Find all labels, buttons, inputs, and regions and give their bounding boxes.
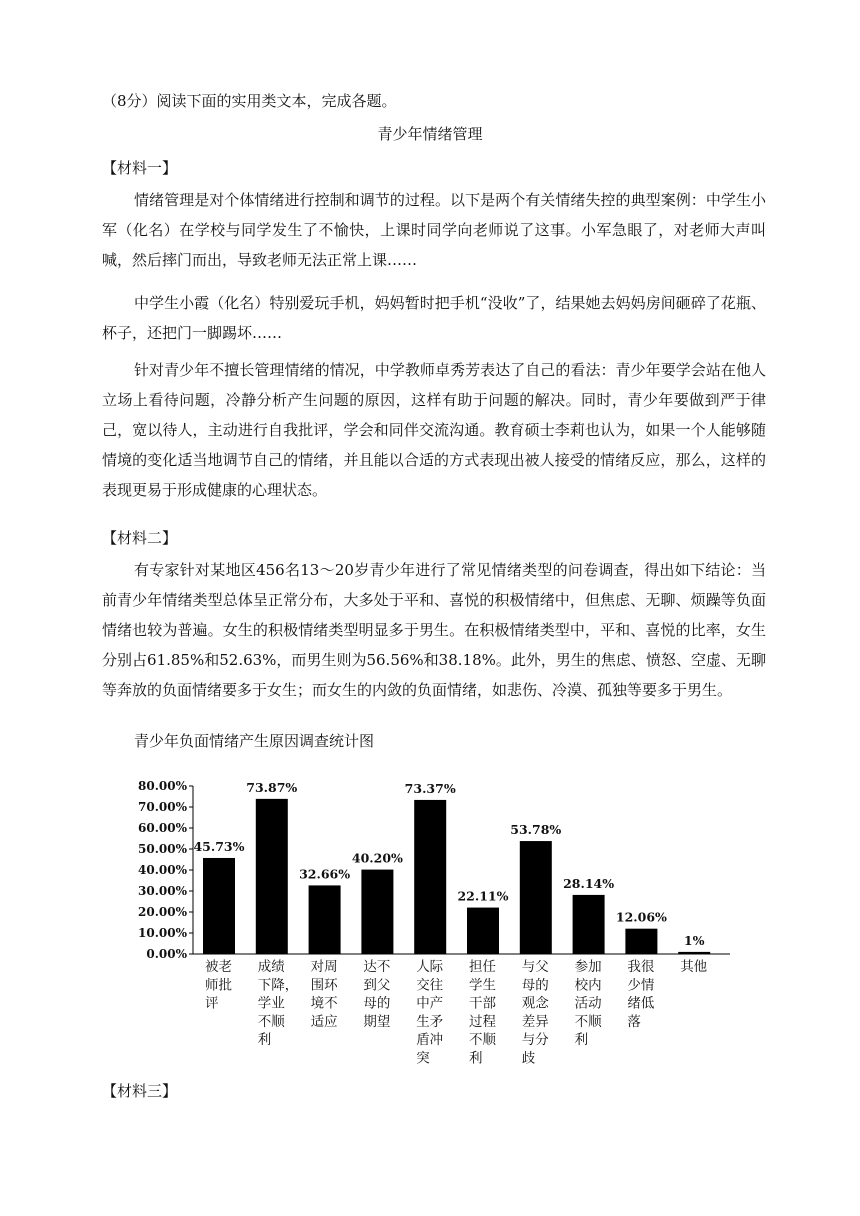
material-one-paragraph-2: 中学生小霞（化名）特别爱玩手机，妈妈暂时把手机“没收”了，结果她去妈妈房间砸碎了花瓶、杯子，还把门一脚踢坏…… — [102, 294, 766, 342]
category-label: 被老 — [205, 959, 232, 975]
material-one-paragraph-1: 情绪管理是对个体情绪进行控制和调节的过程。以下是两个有关情绪失控的典型案例：中学生小军（化名）在学校与同学发生了不愉快，上课时同学向老师说了这事。小军急眼了，对老师大声叫喊，然后摔门而出，导致老师无法正常上课…… — [102, 191, 766, 269]
category-label: 参加 — [574, 959, 602, 975]
category-label: 活动 — [574, 995, 602, 1012]
bar — [203, 858, 235, 954]
question-intro: （8分）阅读下面的实用类文本，完成各题。 — [102, 92, 397, 110]
category-label: 少情 — [627, 977, 655, 994]
data-label: 1% — [683, 932, 705, 948]
data-label: 53.78% — [510, 822, 562, 838]
category-label: 学业 — [257, 995, 285, 1012]
category-label: 人际 — [416, 959, 444, 975]
category-label: 境不 — [310, 995, 338, 1012]
data-label: 28.14% — [563, 875, 615, 891]
category-label: 围环 — [310, 977, 338, 994]
chart-title: 青少年负面情绪产生原因调查统计图 — [134, 732, 375, 750]
document-title: 青少年情绪管理 — [377, 125, 483, 143]
category-label: 母的 — [363, 995, 391, 1012]
bar-chart — [0, 760, 860, 1080]
category-label: 交往 — [416, 977, 444, 994]
category-label: 师批 — [205, 977, 232, 994]
category-label: 不顺 — [574, 1013, 602, 1030]
category-label: 利 — [257, 1032, 272, 1049]
category-label: 利 — [574, 1032, 589, 1049]
bar — [573, 895, 605, 954]
category-label: 到父 — [363, 977, 391, 994]
bar — [256, 799, 288, 954]
category-label: 落 — [627, 1013, 641, 1030]
category-label: 歧 — [521, 1050, 536, 1067]
category-label: 干部 — [469, 995, 496, 1012]
category-label: 达不 — [363, 959, 391, 975]
y-tick-label: 60.00% — [138, 821, 187, 835]
material-two-heading: 【材料二】 — [102, 529, 178, 547]
category-label: 担任 — [469, 959, 496, 975]
bar — [414, 800, 446, 954]
category-label: 母的 — [521, 977, 549, 994]
category-label: 我很 — [627, 959, 655, 975]
category-label: 校内 — [574, 977, 602, 994]
bar — [361, 870, 393, 954]
category-label: 生矛 — [416, 1013, 444, 1030]
category-label: 绪低 — [627, 995, 655, 1012]
category-label: 与父 — [521, 959, 549, 975]
material-one-paragraph-3: 针对青少年不擅长管理情绪的情况，中学教师卓秀芳表达了自己的看法：青少年要学会站在他人立场上看待问题，冷静分析产生问题的原因，这样有助于问题的解决。同时，青少年要做到严于律己，宽以待人，主动进行自我批评，学会和同伴交流沟通。教育硕士李莉也认为，如果一个人能够随情境的变化适当地调节自己的情绪，并且能以合适的方式表现出被人接受的情绪反应，那么，这样的表现更易于形成健康的心理状态。 — [102, 361, 766, 499]
data-label: 73.87% — [246, 779, 298, 795]
y-tick-label: 20.00% — [138, 905, 187, 919]
category-label: 盾冲 — [416, 1032, 444, 1049]
category-label: 适应 — [310, 1013, 338, 1030]
bar — [520, 841, 552, 954]
category-label: 观念 — [521, 995, 549, 1012]
category-label: 不顺 — [469, 1032, 496, 1049]
data-label: 40.20% — [351, 850, 403, 866]
category-label: 成绩 — [257, 959, 285, 975]
y-tick-label: 30.00% — [138, 884, 187, 898]
category-label: 其他 — [680, 959, 708, 975]
category-label: 突 — [416, 1050, 430, 1067]
data-label: 32.66% — [299, 866, 351, 882]
y-tick-label: 80.00% — [138, 779, 187, 793]
bar — [309, 885, 341, 954]
y-tick-label: 0.00% — [146, 947, 187, 961]
data-label: 73.37% — [404, 780, 456, 796]
category-label: 利 — [469, 1050, 483, 1067]
data-label: 12.06% — [615, 909, 667, 925]
category-label: 差异 — [521, 1013, 549, 1030]
y-tick-label: 10.00% — [138, 926, 187, 940]
category-label: 过程 — [469, 1013, 496, 1030]
data-label: 22.11% — [457, 888, 509, 904]
category-label: 下降， — [257, 977, 299, 994]
category-label: 中产 — [416, 995, 444, 1012]
y-tick-label: 50.00% — [138, 842, 187, 856]
y-tick-label: 70.00% — [138, 800, 187, 814]
category-label: 学生 — [469, 977, 496, 994]
material-one-heading: 【材料一】 — [102, 159, 178, 177]
bar — [467, 908, 499, 954]
bar — [678, 952, 710, 954]
data-label: 45.73% — [193, 838, 245, 854]
material-two-paragraph: 有专家针对某地区456名13～20岁青少年进行了常见情绪类型的问卷调查，得出如下结论：当前青少年情绪类型总体呈正常分布，大多处于平和、喜悦的积极情绪中，但焦虑、无聊、烦躁等负面情绪也较为普遍。女生的积极情绪类型明显多于男生。在积极情绪类型中，平和、喜悦的比率，女生分别占61.85%和52.63%，而男生则为56.56%和38.18%。此外，男生的焦虑、愤怒、空虚、无聊等奔放的负面情绪要多于女生；而女生的内敛的负面情绪，如悲伤、冷漠、孤独等要多于男生。 — [102, 561, 766, 699]
category-label: 与分 — [521, 1032, 549, 1049]
category-label: 期望 — [363, 1013, 391, 1030]
category-label: 对周 — [310, 959, 338, 975]
material-three-heading: 【材料三】 — [102, 1082, 178, 1100]
y-tick-label: 40.00% — [138, 863, 187, 877]
category-label: 不顺 — [257, 1013, 285, 1030]
category-label: 评 — [205, 995, 219, 1012]
bar — [625, 929, 657, 954]
